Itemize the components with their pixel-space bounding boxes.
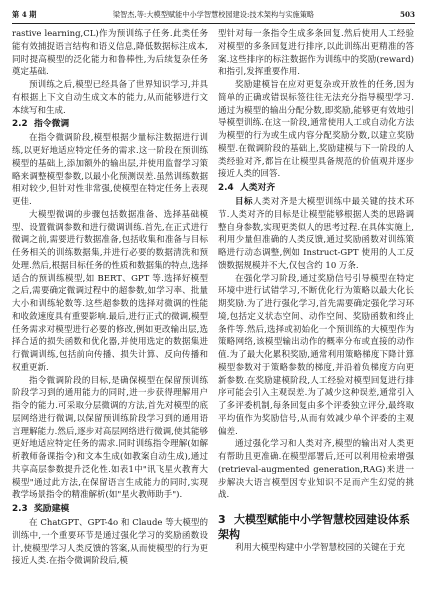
paragraph: 型针对每一条指令生成多条回复.然后使用人工经验对模型的多条回复进行排序,以此训练出更精准的答案.这些排序的标注数据作为训练中的奖励(reward)和指引,发挥重要作用. <box>218 29 414 78</box>
section-title: 人类对齐 <box>240 183 276 193</box>
section-heading-2-3 <box>12 503 208 516</box>
paragraph: rastive learning,CL)作为预训练子任务.此类任务能有效捕捉语言结构和语义信息,降低数据标注成本,同时提高模型的泛化能力和鲁棒性,为后续复杂任务奠定基础. <box>12 29 208 78</box>
paragraph-lead: 目标 <box>235 197 253 207</box>
paragraph: 在强化学习阶段,通过奖励信号引导模型在特定环境中进行试错学习,不断优化行为策略以最大化长期奖励.为了进行强化学习,首先需要确定强化学习环境,包括定义状态空间、动作空间、奖励函数和终止条件等.然后,选择或初始化一个预训练的大模型作为策略网络,该模型输出动作的概率分布或直接的动作值.为了最大化累积奖励,通常利用策略梯度下降计算模型参数对于策略参数的梯度,并沿着负梯度方向更新参数.在奖励建模阶段,人工经验对模型回复进行排序可能会引入主观误差.为了减少这种误差,通常引入了多评委机制,每条回复由多个评委独立评分,最终取平均值作为奖励信号,从而有效减少单个评委的主观偏差. <box>218 273 414 437</box>
paragraph: 通过强化学习和人类对齐,模型的输出对人类更有帮助且更准确.在模型部署后,还可以利用检索增强(retrieval-augmented generation,RAG)来进一步解决大语言模型因专业知识不足而产生幻觉的挑战. <box>218 439 414 501</box>
chapter-heading-3 <box>218 512 414 542</box>
section-heading-2-2 <box>12 118 208 131</box>
left-column <box>12 28 208 568</box>
chapter-number: 3 <box>218 513 226 526</box>
running-header <box>12 8 415 22</box>
paragraph: 指令微调阶段的目标,是确保模型在保留预训练阶段学习到的通用能力的同时,进一步获得理解用户指令的能力.可采取分层微调的方法,首先对模型的底层网络进行微调,以保留预训练阶段学习到的通用语言理解能力.然后,逐步对高层网络进行微调,使其能够更好地适应特定任务的需求.同时训练指令理解(如解析教师备课指令)和文本生成(如教案自动生成),通过共享高层参数提升泛化性.如表1中"讯飞星火教育大模型"通过此方法,在保留语言生成能力的同时,实现教学场景指令的精准解析(如"星火教师助手"). <box>12 375 208 501</box>
paragraph <box>218 196 414 273</box>
section-number: 2.2 <box>12 119 28 130</box>
section-title: 奖励建模 <box>34 504 70 514</box>
section-number: 2.4 <box>218 183 234 193</box>
paragraph: 预训练之后,模型已经具备了世界知识学习,并具有根据上下文自动生成文本的能力,从而能够进行文本续写和生成. <box>12 80 208 116</box>
issue-label: 第 4 期 <box>12 10 37 19</box>
running-title: 梁智杰,等:大模型赋能中小学智慧校园建设:技术架构与实施策略 <box>112 10 315 19</box>
header-rule <box>12 23 415 24</box>
paragraph: 利用大模型构建中小学智慧校园的关键在于充 <box>235 543 406 553</box>
chapter-title: 大模型赋能中小学智慧校园建设体系架构 <box>218 513 410 541</box>
paragraph: 在 ChatGPT、GPT-4o 和 Claude 等大模型的训练中,一个重要环节是通过强化学习的奖励函数设计,使模型学习人类反馈的答案,从而使模型的行为更接近人类.在指令微调阶段后,模 <box>12 518 208 567</box>
section-title: 指令微调 <box>34 119 70 130</box>
section-number: 2.3 <box>12 504 28 514</box>
paragraph: 大模型微调的步骤包括数据准备、选择基础模型、设置微调参数和进行微调训练.首先,在正式进行微调之前,需要进行数据准备,包括收集和准备与目标任务相关的训练数据集,并进行必要的数据清洗和预处理.然后,根据目标任务的性质和数据集的特点,选择适合的预训练模型,如 BERT、GPT 等.选择好模型之后,需要确定微调过程中的超参数,如学习率、批量大小和训练轮数等.这些超参数的选择对微调的性能和收敛速度具有重要影响.最后,进行正式的微调,模型任务需求对模型进行必要的修改,例如更改输出层,选择合适的损失函数和优化器,并使用选定的数据集进行微调训练,包括前向传播、损失计算、反向传播和权重更新. <box>12 209 208 373</box>
page-number: 503 <box>399 10 415 19</box>
paragraph: 在指令微调阶段,模型根据少量标注数据进行训练,以更好地适应特定任务的需求.这一阶段在预训练模型的基础上,添加额外的输出层,并使用监督学习策略来调整模型参数,以最小化预测误差.虽然训练数据相对较少,但针对性非常强,使模型在特定任务上表现更佳. <box>12 133 208 207</box>
paragraph: 奖励建模旨在应对更复杂或开放性的任务,因为简单的正确或错误标签往往无法充分指导模型学习.通过为模型的输出分配分数,即奖励,能够更有效地引导模型训练.在这一阶段,通常使用人工或自动化方法为模型的行为或生成内容分配奖励分数,以建立奖励模型.在微调阶段的基础上,奖励建模与下一阶段的人类经验对齐,都旨在让模型具备规范的价值观并逐步接近人类的回答. <box>218 80 414 180</box>
section-heading-2-4 <box>218 182 414 195</box>
right-column <box>218 28 414 555</box>
paragraph-body: 人类对齐是大模型训练中最关键的技术环节.人类对齐的目标是让模型能够根据人类的思路调整自身参数,实现更类似人的思考过程.在具体实施上,利用少量但准确的人类反馈,通过奖励函数对训练策略进行动态调整,例如 Instruct-GPT 使用的人工反馈数据规模并不大,仅包含约 10 万条. <box>218 197 414 271</box>
